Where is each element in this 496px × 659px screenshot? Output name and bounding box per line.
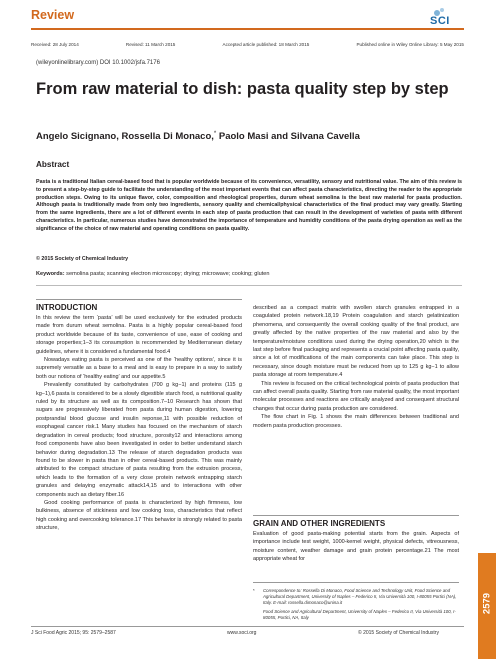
abstract-heading: Abstract [36, 160, 70, 169]
paragraph: Good cooking performance of pasta is characterized by high firmness, low bulkiness, absence of stickiness and low cooking loss, characteristics that reflect high cooking and overcooking tolerance.17 This behavior is strongly related to pasta structure, [36, 499, 242, 532]
footer-journal: J Sci Food Agric 2015; 95: 2579–2587 [31, 630, 116, 636]
date-received: Received: 28 July 2014 [31, 42, 79, 47]
section-label: Review [31, 8, 75, 22]
keywords-rule [36, 285, 462, 286]
paragraph: Nowadays eating pasta is perceived as one of the ‘healthy options’, since it is supremely versatile as a base to a meal and is easy to prepare in a way to satisfy both our notions of ‘healthy eating’ and our appetite.5 [36, 357, 242, 380]
paragraph: In this review the term ‘pasta’ will be used exclusively for the extruded products made from durum wheat semolina. Pasta is a highly popular cereal-based food product worldwide because of its taste, convenience of use, ease of cooking and storage properties;1–3 its consumption is recommended by Mediterranean dietary guidelines, where it is considered a fundamental food.4 [36, 315, 242, 355]
paragraph: Prevalently constituted by carbohydrates (700 g kg−1) and proteins (115 g kg−1),6 pasta is considered to be a slowly digestible starch food, a nutritional quality ruled by its structure as well as its composition.7–10 Research has shown that sugars are progressively liberated from pasta during human digestion, lowering postprandial blood glucose and insulin reponse,11 with possible reduction of esophageal cancer risk.1 Many studies has focused on the mechanism of starch degradation in cereal products; food structure, porosity12 and interactions among food components have also been investigated in order to better understand starch behavior during degradation.13 The release of starch degradation products was found to be slower in pasta than in other cereal-based products. This was mainly attributed to the compact structure of pasta resulting from the extrusion process, which leads to the formation of a very close protein network entrapping starch granules and delaying enzymatic attack14,15 and to interactions with other components such as dietary fiber.16 [36, 382, 242, 498]
footnotes: * Correspondence to: Rossella Di Monaco, Food Science and Technology Unit, Food Science and Agricultural Department, University of Naples – Federico II, Via Università 100, I-80055 Portici (NA), Italy. E-mail: rossella.dimonaco@unina.it Food Science and Agricultural Department, University of Naples – Federico II, Via Università 100, I-80055, Portici, NA, Italy [253, 588, 459, 621]
authors: Angelo Sicignano, Rossella Di Monaco,* Paolo Masi and Silvana Cavella [36, 131, 360, 143]
footnote-affiliation: Food Science and Agricultural Department, University of Naples – Federico II, Via Università 100, I-80055, Portici, NA, Italy [263, 609, 456, 621]
date-revised: Revised: 11 March 2015 [125, 42, 176, 47]
page-number: 2579 [481, 592, 493, 615]
intro-heading: INTRODUCTION [36, 303, 98, 312]
footer-rule [31, 626, 464, 627]
sci-logo-text: SCI [430, 15, 450, 27]
doi[interactable]: (wileyonlinelibrary.com) DOI 10.1002/jsfa.7176 [36, 60, 160, 66]
intro-rule [36, 299, 242, 300]
footnote-rule [253, 582, 459, 583]
grain-text [253, 530, 459, 564]
grain-heading: GRAIN AND OTHER INGREDIENTS [253, 519, 386, 528]
keywords: Keywords: semolina pasta; scanning electron microscopy; drying; microwave; cooking; gluten [36, 271, 270, 277]
date-accepted: Accepted article published: 18 March 2015 [222, 42, 310, 47]
column-left [36, 314, 242, 533]
footnote-correspondence: Correspondence to: Rossella Di Monaco, Food Science and Technology Unit, Food Science and Agricultural Department, University of Naples – Federico II, Via Università 100, I-80055 Portici (NA), Italy. E-mail: rossella.dimonaco@unina.it [263, 588, 457, 605]
paragraph: Evaluation of good pasta-making potential starts from the grain. Aspects of importance include test weight, 1000-kernel weight, physical defects, vitreousness, moisture content, weather damage and grain protein percentage.21 The most appropriate wheat for [253, 531, 459, 563]
footer-copyright: © 2015 Society of Chemical Industry [358, 630, 439, 636]
article-title: From raw material to dish: pasta quality step by step [36, 80, 449, 98]
footer-site[interactable]: www.soci.org [227, 630, 257, 636]
header-rule [31, 28, 464, 30]
paragraph: The flow chart in Fig. 1 shows the main differences between traditional and modern pasta production processes. [253, 414, 459, 429]
abstract-text: Pasta is a traditional Italian cereal-based food that is popular worldwide because of its convenience, versatility, sensory and nutritional value. The aim of this review is to present a step-by-step guide to facilitate the understanding of the most important events that can affect pasta characteristics, directing the reader to the appropriate production steps. Owing to its unique flavor, color, composition and rheological properties, durum wheat semolina is the best raw material for pasta production. Although pasta is traditionally made from only two ingredients, sensory quality and chemical/physical characteristics of the final product may vary greatly. Starting from the same ingredients, there are a lot of different events in each step of pasta production that can result in the development of varieties of pasta with different characteristics. In particular, numerous studies have demonstrated the importance of temperature and humidity conditions of the pasta drying operation as well as the significance of the choice of raw material and operating conditions on pasta quality. [36, 179, 462, 232]
column-right [253, 304, 459, 430]
article-dates [31, 42, 464, 47]
grain-rule [253, 515, 459, 516]
paragraph: This review is focused on the critical technological points of pasta production that can affect overall pasta quality. Starting from raw material quality, the most important molecular processes and reactions are critically analyzed and consequent structural changes that occur during pasta production are considered. [253, 380, 459, 412]
abstract-copyright: © 2015 Society of Chemical Industry [36, 256, 129, 262]
paragraph: described as a compact matrix with swollen starch granules entrapped in a coagulated protein network.18,19 Protein coagulation and starch gelatinization phenomena, and consequently the overall cooking quality of the final product, are greatly affected by the native properties of the raw material and also by the temperature/moisture conditions used during the drying operation,20 which is the last step before final packaging and represents a crucial point affecting pasta quality, since a lot of modifications of the main components can take place. This step is necessary, since dough moisture must be reduced from up to 125 g kg−1 to allow pasta storage at room temperature.4 [253, 305, 459, 379]
date-published: Published online in Wiley Online Library: 5 May 2015 [356, 42, 464, 47]
